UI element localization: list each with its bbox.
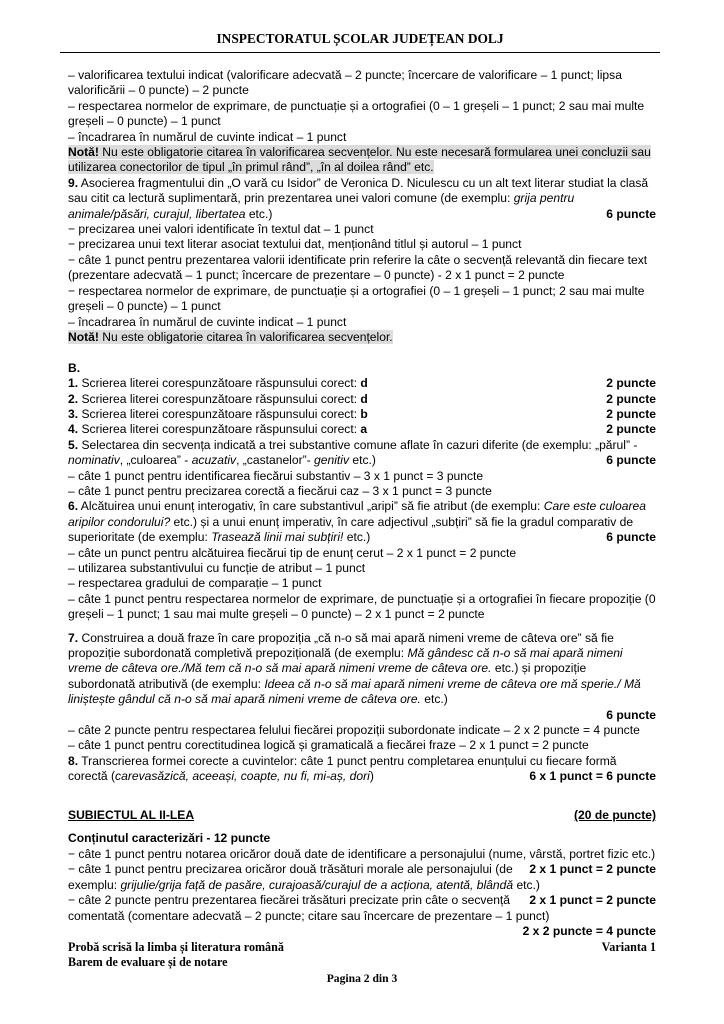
page-number: Pagina 2 din 3	[326, 972, 398, 985]
question-text: Asocierea fragmentului din „O vară cu Isidor” de Veronica D. Niculescu cu un alt text literar studiat la clasă sau citit ca lectură suplimentară, prin prezentarea unei valori comune (de exemplu:	[68, 175, 649, 206]
question-example: acuzativ	[191, 453, 237, 468]
answer-row	[68, 422, 656, 437]
question-number: 8.	[68, 753, 79, 768]
criterion-line: − respectarea normelor de exprimare, de punctuație și a ortografiei (0 – 1 greșeli – 1 punct; 2 sau mai multe greșeli – 0 puncte) – 1 punct	[68, 283, 645, 314]
answer-text: Scrierea literei corespunzătoare răspunsului corect:	[78, 376, 361, 391]
note-highlighted	[68, 330, 656, 345]
answer-letter: a	[360, 422, 368, 437]
footer-exam-title: Probă scrisă la limba și literatura română	[68, 940, 284, 954]
criterion-text: − câte 1 punct pentru notarea oricăror două date de identificare a personajului (nume, vârstă, portret fizic etc.)	[68, 846, 656, 861]
question-text: etc.) și propoziție subordonată atributivă (de exemplu:	[68, 661, 587, 691]
question-example: Mă gândesc că n-o să mai apară nimeni vreme de câteva ore./Mă tem că n-o să mai apară nimeni vreme de câteva ore.	[68, 646, 623, 676]
answer-number: 3.	[68, 406, 79, 421]
question-8	[68, 754, 656, 785]
criterion-line: – câte un punct pentru alcătuirea fiecărui tip de enunț cerut – 2 x 1 punct = 2 puncte	[68, 545, 517, 560]
subject-heading	[68, 808, 656, 823]
subject-title: SUBIECTUL AL II-LEA	[68, 808, 195, 823]
criterion-line: – utilizarea substantivului cu funcție de atribut – 1 punct	[68, 560, 366, 575]
criterion-text: − câte 2 puncte pentru prezentarea fiecărei trăsături precizate prin câte o secvență comentată (comentare adecvată – 2 puncte; citare sau încercare de prezentare – 1 punct)	[68, 893, 550, 923]
answer-points: 2 puncte	[606, 391, 656, 406]
question-text: etc.) și a unui enunț imperativ, în care adjectivul „subțiri” să fie la gradul comparativ de superioritate (de exemplu:	[68, 514, 634, 545]
question-7	[68, 631, 656, 708]
question-text: Construirea a două fraze în care propoziția „că n-o să mai apară nimeni vreme de câteva ore” să fie propoziție subordonată completivă prepozițională (de exemplu:	[68, 630, 614, 661]
criterion-line: − precizarea unui text literar asociat textului dat, menționând titlul și autorul – 1 punct	[68, 237, 522, 252]
answer-letter: d	[360, 391, 368, 406]
answer-number: 2.	[68, 391, 79, 406]
criterion-line: – încadrarea în numărul de cuvinte indicat – 1 punct	[68, 129, 347, 144]
subject-points: (20 de puncte)	[574, 808, 656, 823]
criterion-line: – încadrarea în numărul de cuvinte indicat – 1 punct	[68, 314, 347, 329]
question-number: 7.	[68, 630, 79, 645]
note-text: Nu este obligatorie citarea în valorificarea secvențelor.	[98, 329, 393, 344]
document-body	[68, 68, 656, 939]
question-points: 6 x 1 punct = 6 puncte	[529, 769, 656, 784]
answer-text: Scrierea literei corespunzătoare răspunsului corect:	[78, 406, 361, 421]
question-text: , „culoarea” -	[119, 453, 192, 468]
question-example: grija pentru animale/păsări, curajul, libertatea	[68, 191, 575, 221]
question-example: nominativ	[68, 453, 120, 468]
content-title-text: Conținutul caracterizări - 12 puncte	[68, 831, 271, 846]
question-points: 6 puncte	[606, 206, 656, 221]
question-example: carevasăzică, aceeași, coapte, nu fi, mi-aș, dori	[115, 769, 370, 784]
question-text: , „castanelor”-	[236, 453, 315, 468]
answer-row	[68, 407, 656, 422]
criterion-line: – respectarea gradului de comparație – 1 punct	[68, 576, 322, 591]
question-text: )	[369, 769, 374, 784]
section-title: B.	[68, 360, 81, 375]
question-text: etc.)	[349, 453, 376, 468]
criterion-text: − câte 1 punct pentru precizarea oricăror două trăsături morale ale personajului (de exemplu:	[68, 862, 513, 892]
criterion-line: – respectarea normelor de exprimare, de punctuație și a ortografiei (0 – 1 greșeli – 1 punct; 2 sau mai multe greșeli – 0 puncte) – 1 punct	[68, 98, 645, 129]
answer-letter: b	[360, 406, 368, 421]
criterion-line: – câte 2 puncte pentru respectarea felului fiecărei propoziții subordonate indicate – 2 x 2 puncte = 4 puncte	[68, 723, 640, 738]
question-example: genitiv	[314, 453, 349, 468]
criterion-line: − precizarea unei valori identificate în textul dat – 1 punct	[68, 222, 374, 237]
question-5	[68, 438, 656, 469]
page-header: INSPECTORATUL ȘCOLAR JUDEȚEAN DOLJ	[60, 26, 660, 53]
question-example: Ideea că n-o să mai apară nimeni vreme de câteva ore mă sperie./ Mă liniștește gândul că n-o să mai apară nimeni vreme de câteva ore.	[68, 676, 641, 707]
question-number: 6.	[68, 499, 79, 514]
note-text: Nu este obligatorie citarea în valorificarea secvențelor. Nu este necesară formularea unei concluzii sau utilizarea conectorilor de tipul „în primul rând”, „în al doilea rând” etc.	[68, 145, 651, 175]
criterion-line: – câte 1 punct pentru precizarea corectă a fiecărui caz – 3 x 1 punct = 3 puncte	[68, 483, 492, 498]
question-text: Transcrierea formei corecte a cuvintelor: câte 1 punct pentru completarea enunțului cu fiecare formă corectă (	[68, 753, 617, 784]
question-text: etc.)	[245, 206, 273, 221]
question-number: 9.	[68, 175, 79, 190]
question-text: Alcătuirea unui enunț interogativ, în care substantivul „aripi” să fie atribut (de exemplu:	[78, 499, 544, 514]
criterion-line: − câte 1 punct pentru prezentarea valorii identificate prin referire la câte o secvență relevantă din fiecare text (prezentare adecvată – 1 punct; încercare de prezentare – 0 puncte) - 2 x 1 punct = 2 puncte	[68, 252, 648, 283]
criterion-text: etc.)	[513, 877, 540, 892]
answer-points: 2 puncte	[606, 406, 656, 421]
criterion-points: 2 x 2 puncte = 4 puncte	[522, 923, 656, 938]
criterion-line: – câte 1 punct pentru identificarea fiecărui substantiv – 3 x 1 punct = 3 puncte	[68, 468, 484, 483]
note-label: Notă!	[68, 145, 99, 160]
criterion-line: – valorificarea textului indicat (valorificare adecvată – 2 puncte; încercare de valorificare – 1 punct; lipsa valorificării – 0 puncte) – 2 puncte	[68, 68, 622, 98]
answer-number: 4.	[68, 422, 79, 437]
question-9	[68, 176, 656, 222]
question-example: Trasează linii mai subțiri!	[211, 530, 344, 545]
criterion-points: 2 x 1 punct = 2 puncte	[529, 893, 656, 908]
question-points: 6 puncte	[606, 530, 656, 545]
page-footer	[68, 940, 656, 970]
question-text: Selectarea din secvența indicată a trei substantive comune aflate în cazuri diferite (de exemplu: „părul” -	[78, 437, 638, 452]
footer-subtitle: Barem de evaluare și de notare	[68, 955, 228, 969]
question-6	[68, 499, 656, 545]
criterion-example: grijulie/grija față de pasăre, curajoasă/curajul de a acționa, atentă, blândă	[120, 877, 514, 892]
answer-row	[68, 392, 656, 407]
question-points: 6 puncte	[606, 453, 656, 468]
answer-number: 1.	[68, 376, 79, 391]
question-example: Care este culoarea aripilor condorului?	[68, 499, 646, 529]
question-number: 5.	[68, 437, 79, 452]
answer-text: Scrierea literei corespunzătoare răspunsului corect:	[78, 422, 361, 437]
section-b-title	[68, 361, 656, 376]
answer-points: 2 puncte	[606, 422, 656, 437]
answer-text: Scrierea literei corespunzătoare răspunsului corect:	[78, 391, 361, 406]
footer-variant: Varianta 1	[601, 940, 656, 954]
question-text: etc.)	[343, 530, 371, 545]
note-highlighted	[68, 145, 656, 176]
content-title	[68, 831, 656, 846]
question-points: 6 puncte	[606, 707, 656, 722]
note-label: Notă!	[68, 329, 99, 344]
criterion-points: 2 x 1 punct = 2 puncte	[529, 862, 656, 877]
question-text: etc.)	[420, 692, 448, 707]
criterion-line: – câte 1 punct pentru corectitudinea logică și gramaticală a fiecărei fraze – 2 x 1 punct = 2 puncte	[68, 738, 589, 753]
answer-letter: d	[360, 376, 368, 391]
answer-row	[68, 376, 656, 391]
criterion-line: – câte 1 punct pentru respectarea normelor de exprimare, de punctuație și a ortografiei în fiecare propoziție (0 greșeli – 1 punct; 1 sau mai multe greșeli – 0 puncte) – 2 x 1 punct = 2 puncte	[68, 591, 656, 622]
answer-points: 2 puncte	[606, 376, 656, 391]
